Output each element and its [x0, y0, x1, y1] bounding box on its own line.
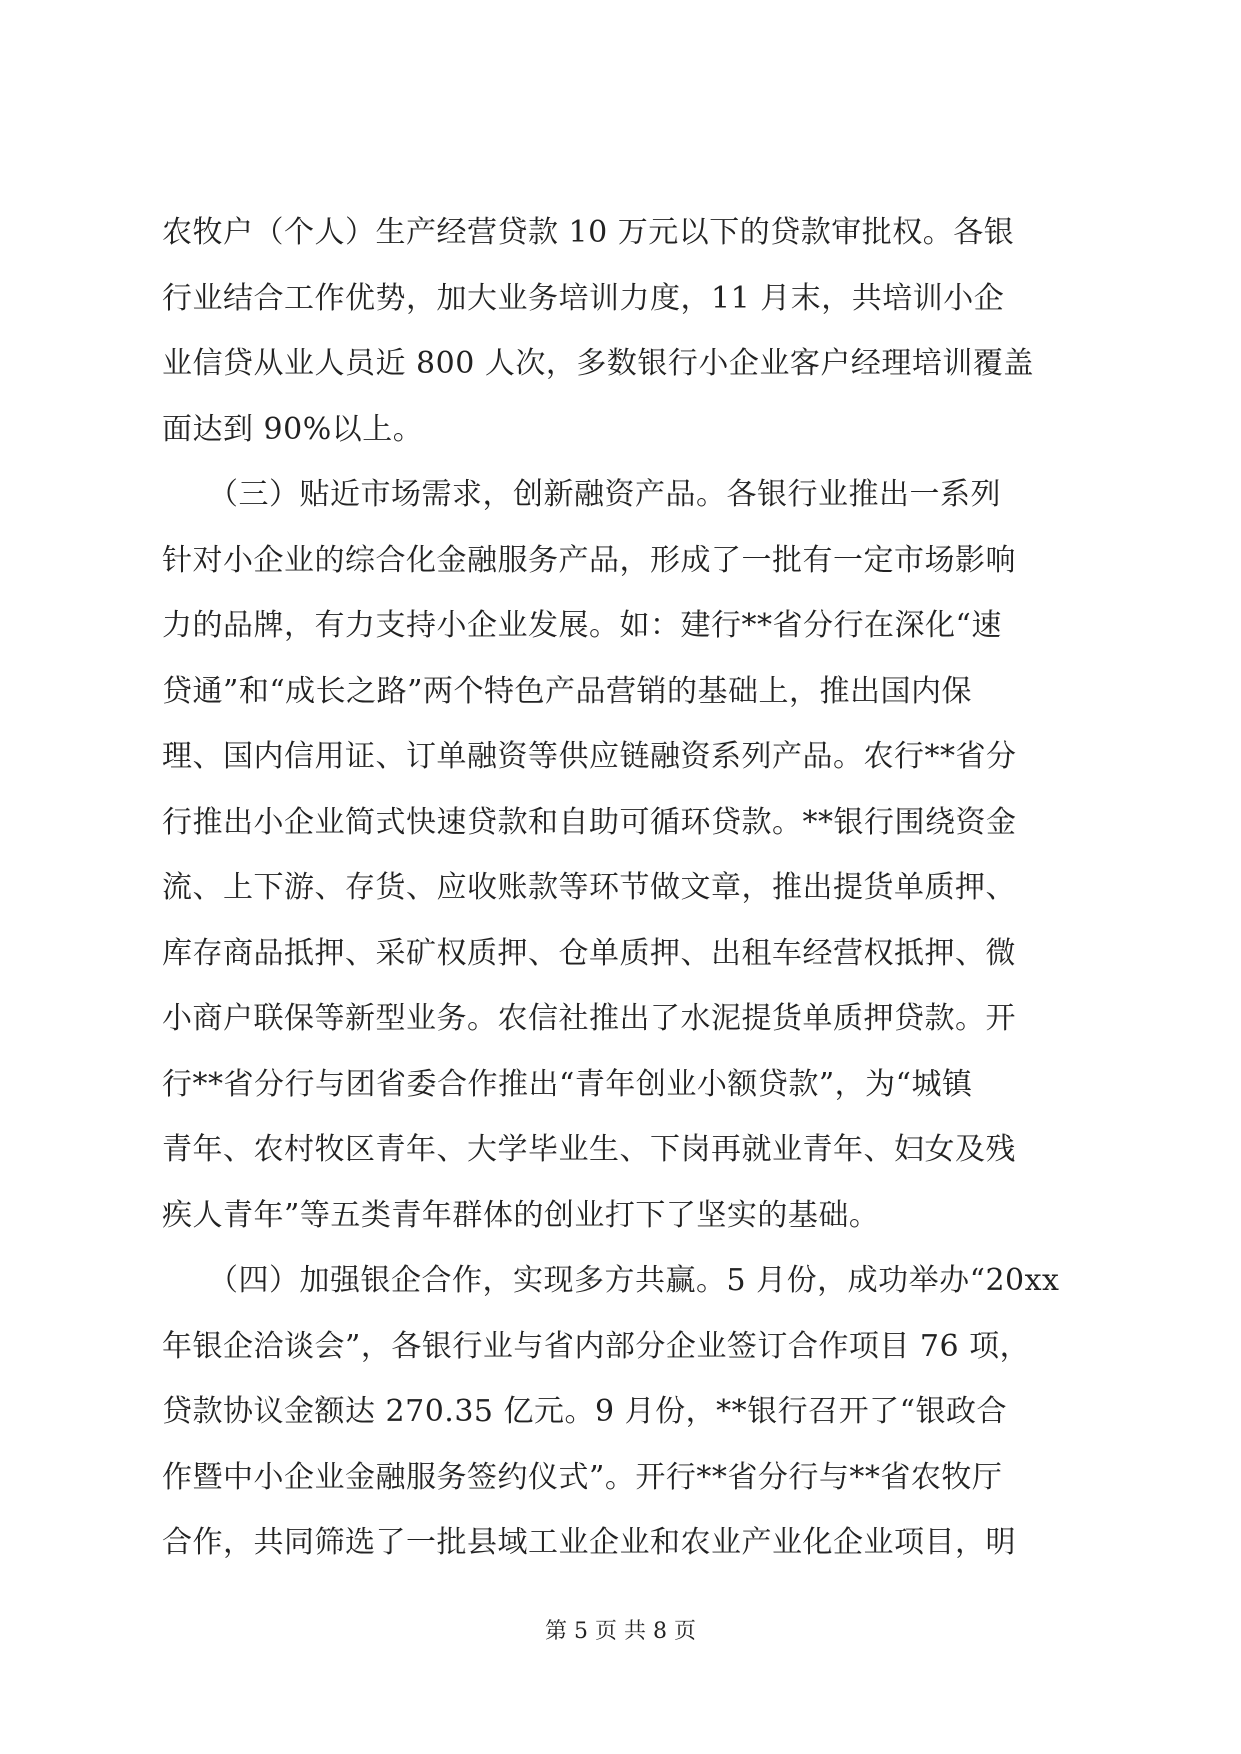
body-text-line: 行业结合工作优势，加大业务培训力度，11 月末，共培训小企 — [162, 281, 1005, 316]
body-text-line: 行**省分行与团省委合作推出“青年创业小额贷款”，为“城镇 — [162, 1067, 973, 1102]
section-4-heading-line: （四）加强银企合作，实现多方共赢。5 月份，成功举办“20xx — [162, 1263, 1060, 1298]
body-text-line: 疾人青年”等五类青年群体的创业打下了坚实的基础。 — [162, 1198, 880, 1233]
body-text-line: 农牧户（个人）生产经营贷款 10 万元以下的贷款审批权。各银 — [162, 215, 1015, 250]
body-text-line: 业信贷从业人员近 800 人次，多数银行小企业客户经理培训覆盖 — [162, 346, 1034, 381]
page-number-footer: 第 5 页 共 8 页 — [545, 1619, 696, 1644]
body-text-line: 贷通”和“成长之路”两个特色产品营销的基础上，推出国内保 — [162, 674, 973, 709]
body-text-line: 理、国内信用证、订单融资等供应链融资系列产品。农行**省分 — [162, 739, 1017, 774]
body-text-line: 作暨中小企业金融服务签约仪式”。开行**省分行与**省农牧厅 — [162, 1460, 1003, 1495]
body-text-line: 合作，共同筛选了一批县域工业企业和农业产业化企业项目，明 — [162, 1525, 1016, 1560]
body-text-line: 贷款协议金额达 270.35 亿元。9 月份，**银行召开了“银政合 — [162, 1394, 1008, 1429]
body-text-line: 面达到 90%以上。 — [162, 412, 424, 447]
body-text-line: 库存商品抵押、采矿权质押、仓单质押、出租车经营权抵押、微 — [162, 936, 1016, 971]
section-3-heading-line: （三）贴近市场需求，创新融资产品。各银行业推出一系列 — [162, 477, 1001, 512]
body-text-line: 流、上下游、存货、应收账款等环节做文章，推出提货单质押、 — [162, 870, 1016, 905]
body-text-line: 年银企洽谈会”，各银行业与省内部分企业签订合作项目 76 项， — [162, 1329, 1031, 1364]
body-text-line: 力的品牌，有力支持小企业发展。如：建行**省分行在深化“速 — [162, 608, 1002, 643]
body-text-line: 针对小企业的综合化金融服务产品，形成了一批有一定市场影响 — [162, 543, 1016, 578]
body-text-line: 小商户联保等新型业务。农信社推出了水泥提货单质押贷款。开 — [162, 1001, 1016, 1036]
body-text-line: 行推出小企业简式快速贷款和自助可循环贷款。**银行围绕资金 — [162, 805, 1017, 840]
body-text-line: 青年、农村牧区青年、大学毕业生、下岗再就业青年、妇女及残 — [162, 1132, 1016, 1167]
